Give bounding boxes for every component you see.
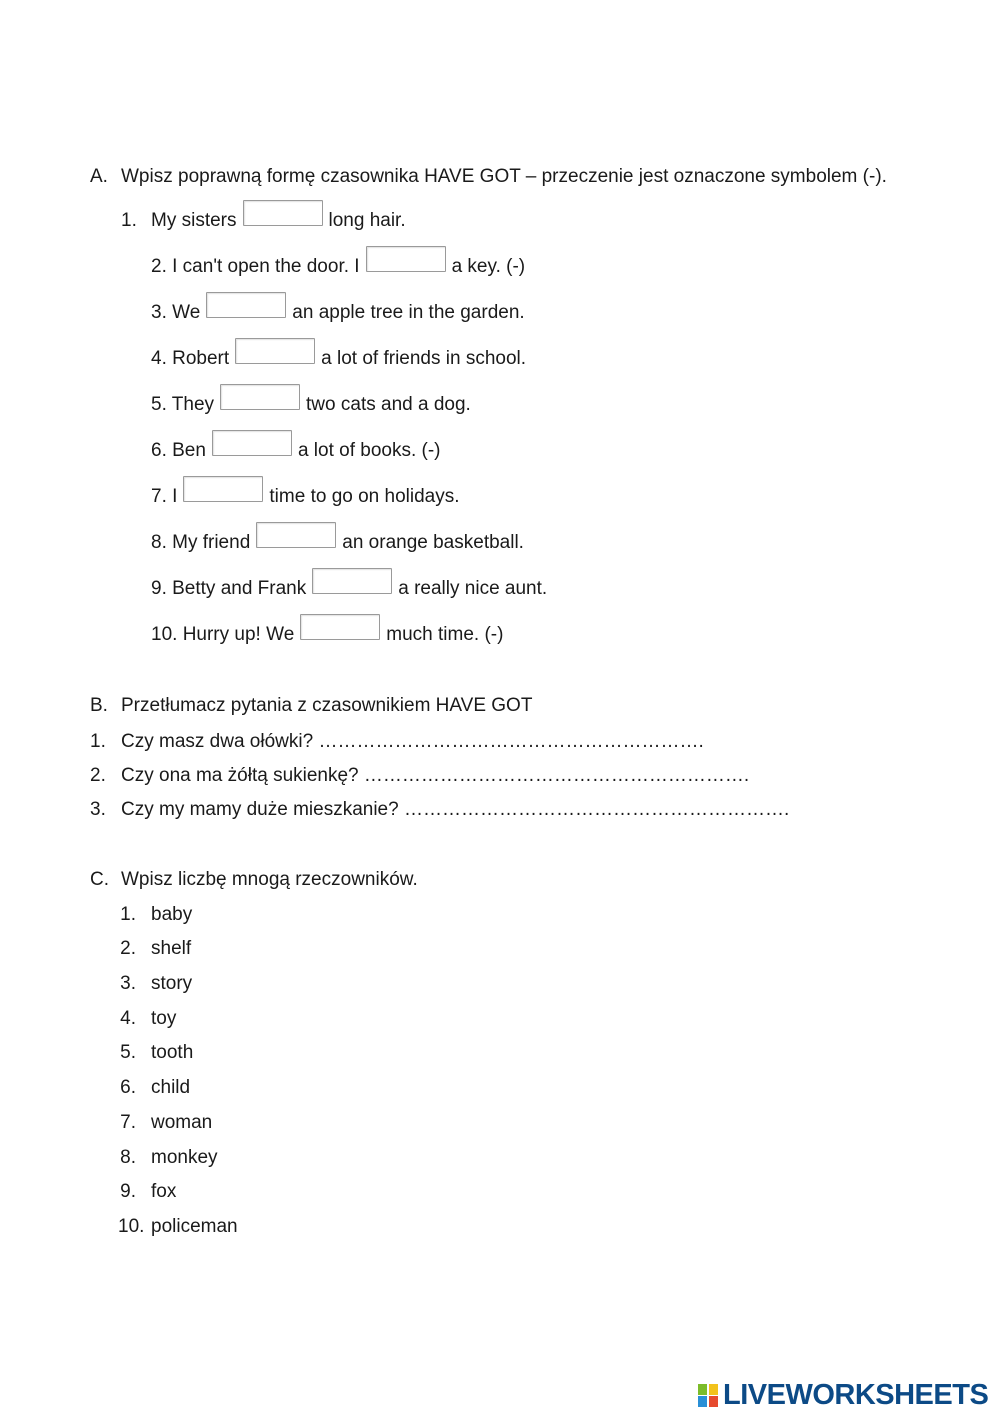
answer-input-3[interactable] (206, 292, 286, 318)
section-b-title: Przetłumacz pytania z czasownikiem HAVE GOT (121, 695, 533, 716)
question-number: 1. (90, 731, 106, 752)
sentence-end: an apple tree in the garden. (292, 302, 525, 323)
sentence-end: time to go on holidays. (269, 486, 460, 507)
noun-number: 5. (120, 1042, 136, 1063)
noun-item: fox (151, 1181, 177, 1202)
sentence-start: 2. I can't open the door. I (151, 256, 360, 277)
noun-item: woman (151, 1112, 213, 1133)
section-c-title: Wpisz liczbę mnogą rzeczowników. (121, 869, 418, 890)
sentence-start: 4. Robert (151, 348, 230, 369)
noun-item: story (151, 973, 193, 994)
section-b-letter: B. (90, 695, 108, 716)
sentence-start: 10. Hurry up! We (151, 624, 295, 645)
exercise-a-item-6 (151, 430, 441, 462)
noun-number: 4. (120, 1008, 136, 1029)
logo-text: LIVEWORKSHEETS (723, 1379, 989, 1411)
sentence-end: a lot of books. (-) (297, 440, 441, 461)
noun-item: toy (151, 1008, 177, 1029)
answer-input-9[interactable] (312, 568, 392, 594)
noun-number: 7. (120, 1112, 136, 1133)
answer-input-10[interactable] (300, 614, 380, 640)
noun-number: 3. (120, 973, 136, 994)
sentence-end: long hair. (328, 210, 406, 231)
exercise-a-item-2 (151, 246, 525, 278)
noun-item: monkey (151, 1147, 218, 1168)
sentence-start: 3. We (151, 302, 201, 323)
item-number: 1. (121, 210, 137, 231)
sentence-start: My sisters (151, 210, 237, 231)
answer-input-4[interactable] (235, 338, 315, 364)
translation-question-2: Czy ona ma żółtą sukienkę? ……………………………………………………. (121, 765, 750, 786)
sentence-start: 6. Ben (151, 440, 206, 461)
noun-number: 10. (118, 1216, 145, 1237)
sentence-end: a really nice aunt. (398, 578, 548, 599)
answer-input-7[interactable] (183, 476, 263, 502)
exercise-a-item-5 (151, 384, 471, 416)
sentence-end: a lot of friends in school. (321, 348, 527, 369)
liveworksheets-logo-icon (698, 1382, 720, 1408)
noun-item: tooth (151, 1042, 194, 1063)
answer-input-1[interactable] (243, 200, 323, 226)
sentence-start: 7. I (151, 486, 178, 507)
sentence-start: 9. Betty and Frank (151, 578, 307, 599)
section-c-letter: C. (90, 869, 109, 890)
noun-item: child (151, 1077, 191, 1098)
sentence-end: a key. (-) (451, 256, 526, 277)
question-number: 2. (90, 765, 106, 786)
section-a-letter: A. (90, 166, 108, 187)
answer-input-8[interactable] (256, 522, 336, 548)
exercise-a-item-8 (151, 522, 524, 554)
answer-input-2[interactable] (366, 246, 446, 272)
noun-number: 9. (120, 1181, 136, 1202)
noun-item: shelf (151, 938, 192, 959)
liveworksheets-logo (698, 1378, 988, 1412)
translation-question-3: Czy my mamy duże mieszkanie? ……………………………………………………. (121, 799, 790, 820)
exercise-a-item-7 (151, 476, 460, 508)
sentence-end: much time. (-) (386, 624, 504, 645)
exercise-a-item-4 (151, 338, 526, 370)
section-a-title: Wpisz poprawną formę czasownika HAVE GOT – przeczenie jest oznaczone symbolem (-). (121, 166, 887, 187)
sentence-end: an orange basketball. (342, 532, 524, 553)
noun-item: baby (151, 904, 193, 925)
noun-number: 6. (120, 1077, 136, 1098)
exercise-a-item-10 (151, 614, 503, 646)
question-number: 3. (90, 799, 106, 820)
noun-number: 8. (120, 1147, 136, 1168)
exercise-a-item-1 (121, 200, 406, 232)
sentence-start: 8. My friend (151, 532, 251, 553)
sentence-end: two cats and a dog. (306, 394, 471, 415)
exercise-a-item-3 (151, 292, 525, 324)
answer-input-6[interactable] (212, 430, 292, 456)
noun-number: 2. (120, 938, 136, 959)
noun-number: 1. (120, 904, 136, 925)
answer-input-5[interactable] (220, 384, 300, 410)
sentence-start: 5. They (151, 394, 215, 415)
exercise-a-item-9 (151, 568, 547, 600)
noun-item: policeman (151, 1216, 238, 1237)
translation-question-1: Czy masz dwa ołówki? ……………………………………………………. (121, 731, 704, 752)
